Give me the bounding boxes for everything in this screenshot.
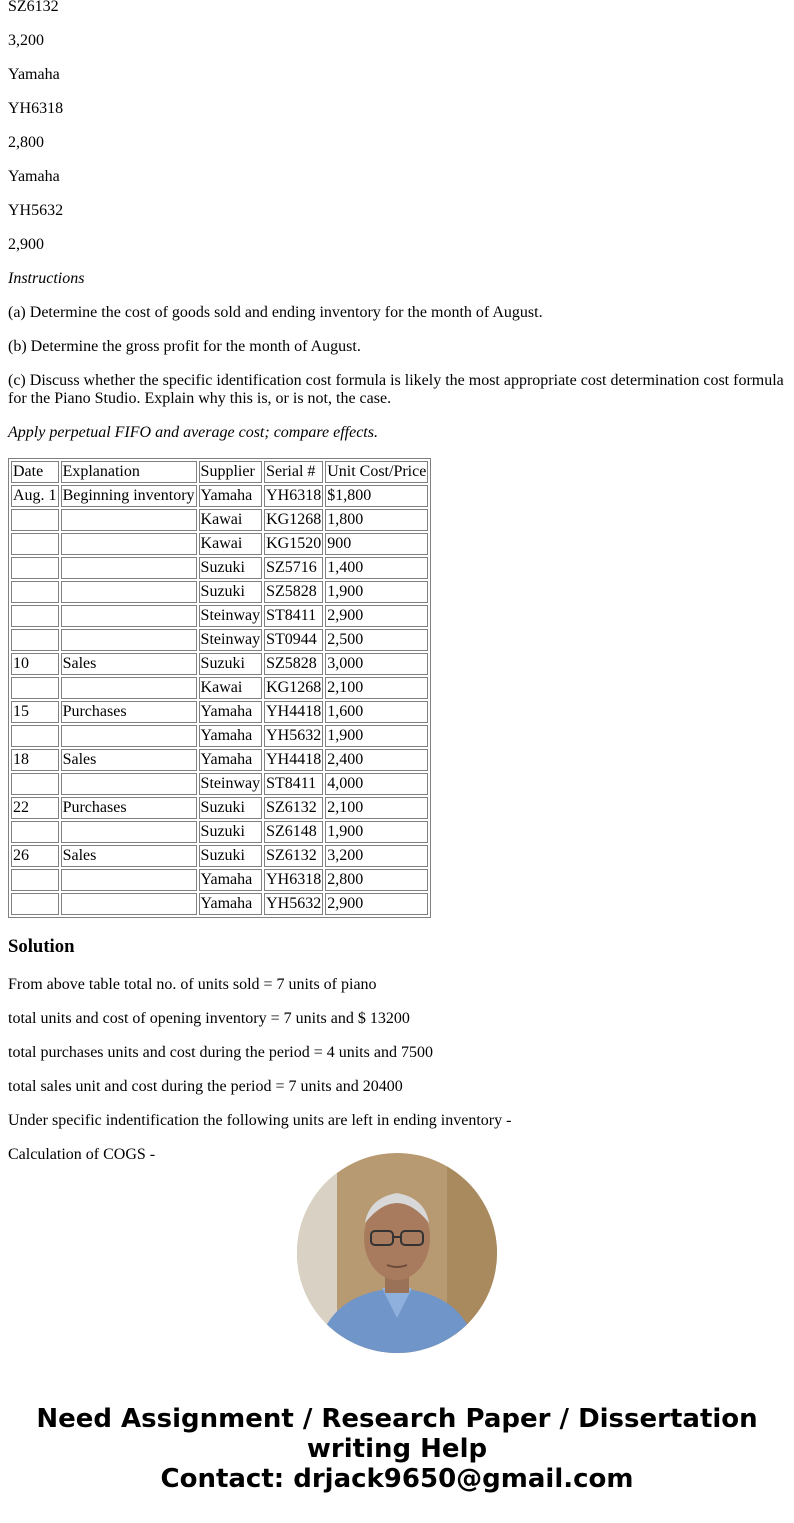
table-cell: Kawai — [199, 509, 263, 531]
table-cell — [11, 533, 59, 555]
table-row — [11, 653, 428, 675]
table-cell: SZ5828 — [264, 653, 323, 675]
table-cell: KG1520 — [264, 533, 323, 555]
table-cell: ST8411 — [264, 773, 323, 795]
table-cell: SZ5716 — [264, 557, 323, 579]
table-row — [11, 557, 428, 579]
table-header-row — [11, 461, 428, 483]
table-cell: 1,900 — [325, 725, 428, 747]
table-cell: 26 — [11, 845, 59, 867]
promo-line-1: Need Assignment / Research Paper / Dissertation writing Help — [36, 1404, 758, 1464]
table-row — [11, 581, 428, 603]
table-cell: Sales — [61, 749, 197, 771]
lead-line: 2,900 — [8, 236, 44, 253]
table-cell — [61, 893, 197, 915]
table-cell: 10 — [11, 653, 59, 675]
table-cell: Purchases — [61, 701, 197, 723]
table-cell: Supplier — [199, 461, 263, 483]
table-cell: Serial # — [264, 461, 323, 483]
table-cell: 3,200 — [325, 845, 428, 867]
table-row — [11, 677, 428, 699]
lead-line: YH6318 — [8, 100, 64, 117]
table-row — [11, 725, 428, 747]
table-cell: 1,400 — [325, 557, 428, 579]
solution-line: total sales unit and cost during the period = 7 units and 20400 — [8, 1078, 403, 1095]
table-cell: Aug. 1 — [11, 485, 59, 507]
instructions-list — [8, 304, 786, 408]
table-cell — [11, 773, 59, 795]
table-cell: YH6318 — [264, 485, 323, 507]
inventory-table — [8, 458, 431, 918]
table-cell: 2,900 — [325, 893, 428, 915]
solution-line: Calculation of COGS - — [8, 1146, 156, 1163]
table-cell: KG1268 — [264, 509, 323, 531]
table-cell — [11, 677, 59, 699]
table-cell: Yamaha — [199, 749, 263, 771]
table-cell: Suzuki — [199, 557, 263, 579]
lead-lines — [8, 0, 786, 254]
table-row — [11, 797, 428, 819]
promo-contact[interactable]: Contact: drjack9650@gmail.com — [160, 1464, 634, 1494]
table-cell: 2,400 — [325, 749, 428, 771]
table-cell: YH6318 — [264, 869, 323, 891]
table-cell: Explanation — [61, 461, 197, 483]
table-cell — [61, 557, 197, 579]
document-body — [8, 0, 786, 1180]
solution-line: total purchases units and cost during the period = 4 units and 7500 — [8, 1044, 433, 1061]
table-cell: Yamaha — [199, 725, 263, 747]
lead-line: YH5632 — [8, 202, 64, 219]
table-cell: YH5632 — [264, 893, 323, 915]
table-row — [11, 869, 428, 891]
table-cell: Suzuki — [199, 797, 263, 819]
lead-line: Yamaha — [8, 168, 60, 185]
table-cell: Steinway — [199, 773, 263, 795]
table-cell — [61, 725, 197, 747]
table-cell: Date — [11, 461, 59, 483]
table-cell — [61, 869, 197, 891]
table-cell: 900 — [325, 533, 428, 555]
table-cell: Suzuki — [199, 653, 263, 675]
solution-heading: Solution — [8, 936, 75, 957]
table-cell: YH5632 — [264, 725, 323, 747]
table-cell: SZ6132 — [264, 845, 323, 867]
table-cell — [61, 821, 197, 843]
table-cell: SZ6132 — [264, 797, 323, 819]
table-cell — [11, 581, 59, 603]
table-cell: YH4418 — [264, 701, 323, 723]
table-row — [11, 821, 428, 843]
table-row — [11, 893, 428, 915]
table-cell — [11, 869, 59, 891]
table-cell: Sales — [61, 653, 197, 675]
table-cell: 1,900 — [325, 581, 428, 603]
table-cell: Purchases — [61, 797, 197, 819]
table-cell — [11, 893, 59, 915]
table-cell: 2,900 — [325, 605, 428, 627]
instruction-item: (b) Determine the gross profit for the month of August. — [8, 338, 361, 355]
table-cell — [61, 533, 197, 555]
table-cell: KG1268 — [264, 677, 323, 699]
table-cell — [11, 629, 59, 651]
table-cell: $1,800 — [325, 485, 428, 507]
table-cell: Yamaha — [199, 893, 263, 915]
table-row — [11, 605, 428, 627]
table-row — [11, 485, 428, 507]
table-cell: 1,600 — [325, 701, 428, 723]
table-cell — [61, 581, 197, 603]
apply-note: Apply perpetual FIFO and average cost; compare effects. — [8, 424, 378, 441]
lead-line: 2,800 — [8, 134, 44, 151]
table-cell: 3,000 — [325, 653, 428, 675]
table-cell: Yamaha — [199, 869, 263, 891]
instruction-item: (a) Determine the cost of goods sold and ending inventory for the month of August. — [8, 304, 543, 321]
table-row — [11, 749, 428, 771]
table-cell: ST8411 — [264, 605, 323, 627]
table-cell — [61, 677, 197, 699]
author-photo — [297, 1153, 497, 1353]
table-cell — [11, 509, 59, 531]
promo-banner — [0, 1404, 794, 1494]
table-cell: Suzuki — [199, 581, 263, 603]
table-cell — [11, 557, 59, 579]
table-cell: Suzuki — [199, 821, 263, 843]
table-cell — [61, 605, 197, 627]
lead-line: SZ6132 — [8, 0, 59, 15]
table-cell: 15 — [11, 701, 59, 723]
table-cell — [11, 605, 59, 627]
table-cell: 2,800 — [325, 869, 428, 891]
instructions-heading: Instructions — [8, 270, 85, 287]
solution-line: From above table total no. of units sold = 7 units of piano — [8, 976, 377, 993]
table-row — [11, 509, 428, 531]
table-cell — [11, 821, 59, 843]
table-row — [11, 773, 428, 795]
table-cell — [61, 629, 197, 651]
table-cell: Steinway — [199, 605, 263, 627]
table-cell: ST0944 — [264, 629, 323, 651]
table-cell — [11, 725, 59, 747]
table-cell: Kawai — [199, 677, 263, 699]
table-cell: 22 — [11, 797, 59, 819]
table-row — [11, 845, 428, 867]
lead-line: Yamaha — [8, 66, 60, 83]
table-cell: Suzuki — [199, 845, 263, 867]
table-cell: Steinway — [199, 629, 263, 651]
table-row — [11, 629, 428, 651]
table-cell: Yamaha — [199, 701, 263, 723]
instruction-item: (c) Discuss whether the specific identification cost formula is likely the most appropriate cost determination cost formula for the Piano Studio. Explain why this is, or is not, the case. — [8, 372, 784, 407]
table-row — [11, 533, 428, 555]
table-cell: 18 — [11, 749, 59, 771]
table-row — [11, 701, 428, 723]
table-cell: YH4418 — [264, 749, 323, 771]
solution-lines — [8, 976, 786, 1164]
solution-line: Under specific indentification the following units are left in ending inventory - — [8, 1112, 512, 1129]
lead-line: 3,200 — [8, 32, 44, 49]
table-cell: 2,500 — [325, 629, 428, 651]
table-cell: 2,100 — [325, 797, 428, 819]
table-cell: SZ6148 — [264, 821, 323, 843]
table-cell: 1,900 — [325, 821, 428, 843]
table-cell: 2,100 — [325, 677, 428, 699]
table-cell — [61, 773, 197, 795]
table-cell: Kawai — [199, 533, 263, 555]
table-cell: Beginning inventory — [61, 485, 197, 507]
solution-line: total units and cost of opening inventory = 7 units and $ 13200 — [8, 1010, 410, 1027]
table-cell: Sales — [61, 845, 197, 867]
table-cell: SZ5828 — [264, 581, 323, 603]
table-cell: Yamaha — [199, 485, 263, 507]
table-cell: 4,000 — [325, 773, 428, 795]
table-cell — [61, 509, 197, 531]
table-cell: Unit Cost/Price — [325, 461, 428, 483]
table-cell: 1,800 — [325, 509, 428, 531]
